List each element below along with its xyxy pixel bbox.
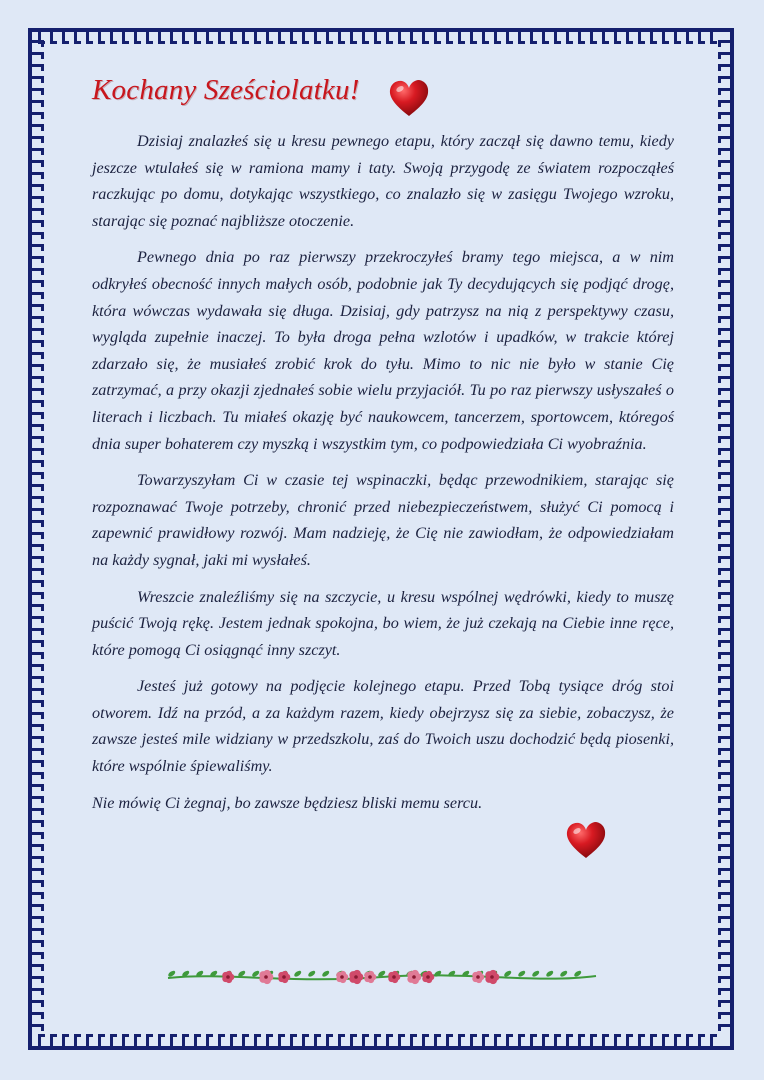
letter-title: Kochany Sześciolatku! xyxy=(92,74,360,106)
paragraph-3: Towarzyszyłam Ci w czasie tej wspinaczki, będąc przewodnikiem, starając się rozpoznawać Twoje potrzeby, chronić przed niebezpieczeństwem, służyć Ci pomocą i zapewnić prawidłowy rozwój. Mam nadzieję, że Cię nie zawiodłam, że odpowiedziałam na każdy sygnał, jaki mi wysłałeś. xyxy=(92,471,674,569)
flower-garland-icon xyxy=(166,962,598,992)
letter-body xyxy=(92,128,674,826)
red-heart-icon xyxy=(388,78,430,118)
red-heart-icon xyxy=(565,820,607,860)
paragraph-4: Wreszcie znaleźliśmy się na szczycie, u kresu wspólnej wędrówki, kiedy to muszę puścić Twoją rękę. Jestem jednak spokojna, bo wiem, że już czekają na Ciebie inne ręce, które pomogą Ci osiągnąć inny szczyt. xyxy=(92,587,674,659)
paragraph-2: Pewnego dnia po raz pierwszy przekroczyłeś bramy tego miejsca, a w nim odkryłeś obecność innych małych osób, podobnie jak Ty decydujących się podjąć drogę, która wówczas wydawała się długa. Dzisiaj, gdy patrzysz na nią z perspektywy czasu, wygląda zupełnie inaczej. To była droga pełna wzlotów i upadków, w trakcie której zdarzało się, że musiałeś zrobić krok do tyłu. Mimo to nic nie było w stanie Cię zatrzymać, a przy okazji zjednałeś sobie wielu przyjaciół. Tu po raz pierwszy usłyszałeś o literach i liczbach. Tu miałeś okazję być naukowcem, tancerzem, sportowcem, któregoś dnia super bohaterem czy myszką i wszystkim tym, co podpowiedziała Ci wyobraźnia. xyxy=(92,248,674,453)
paragraph-1: Dzisiaj znalazłeś się u kresu pewnego etapu, który zaczął się dawno temu, kiedy jeszcze wtulałeś się w ramiona mamy i taty. Swoją przygodę ze światem rozpocząłeś raczkując po domu, dotykając wszystkiego, co znalazło się w zasięgu Twojego wzroku, starając się poznać najbliższe otoczenie. xyxy=(92,132,674,230)
paragraph-5: Jesteś już gotowy na podjęcie kolejnego etapu. Przed Tobą tysiące dróg stoi otworem. Idź na przód, a za każdym razem, kiedy obejrzysz się za siebie, zobaczysz, że zawsze jesteś mile widziany w przedszkolu, zaś do Twoich uszu dochodzić będą piosenki, które wspólnie śpiewaliśmy. xyxy=(92,677,674,776)
closing-line: Nie mówię Ci żegnaj, bo zawsze będziesz bliski memu sercu. xyxy=(92,793,483,812)
